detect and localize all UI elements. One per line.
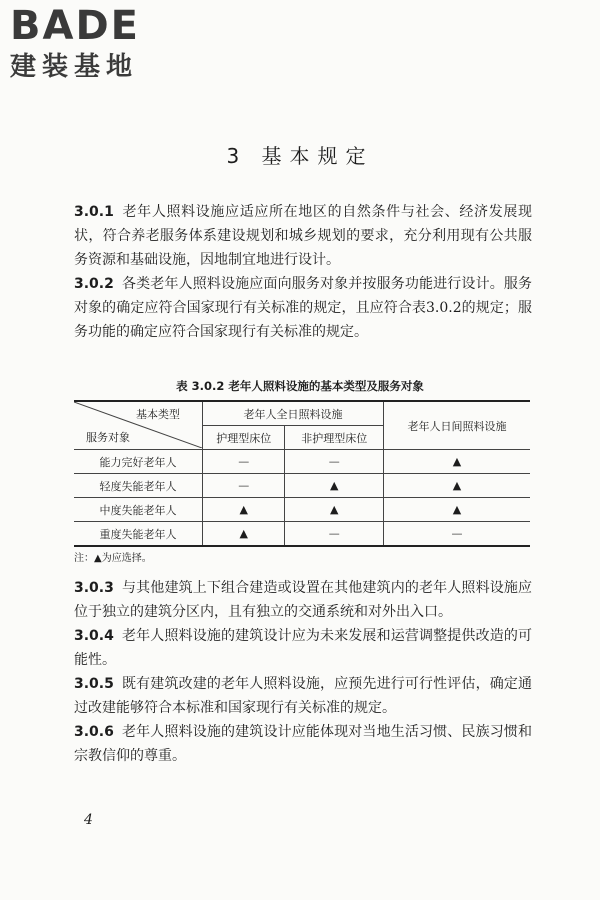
clause-number: 3.0.6 [74,724,114,740]
table-cell: ▲ [384,450,530,474]
service-type-table [74,400,530,547]
clause-3-0-1 [74,200,532,272]
clause-3-0-4 [74,624,532,672]
logo-subtitle: 建装基地 [10,52,139,82]
table-cell: — [203,474,285,498]
nursing-bed-header: 护理型床位 [203,426,285,450]
day-care-header: 老年人日间照料设施 [384,401,530,450]
table-cell: — [285,450,384,474]
table-cell: ▲ [384,498,530,522]
row-label: 轻度失能老年人 [74,474,203,498]
table-row [74,474,530,498]
clause-3-0-5 [74,672,532,720]
clause-number: 3.0.5 [74,676,114,692]
clause-3-0-6 [74,720,532,768]
clause-text: 与其他建筑上下组合建造或设置在其他建筑内的老年人照料设施应位于独立的建筑分区内，且有独立的交通系统和对外出入口。 [74,580,532,620]
table-cell: ▲ [384,474,530,498]
table-cell: — [384,522,530,547]
table-row [74,498,530,522]
clause-text: 既有建筑改建的老年人照料设施，应预先进行可行性评估，确定通过改建能够符合本标准和国家现行有关标准的规定。 [74,676,532,716]
table-cell: ▲ [285,498,384,522]
table-cell: ▲ [285,474,384,498]
table-cell: ▲ [203,498,285,522]
table-cell: — [203,450,285,474]
table-row [74,522,530,547]
row-label: 能力完好老年人 [74,450,203,474]
corner-bottom-label: 服务对象 [86,431,130,444]
clause-text: 老年人照料设施的建筑设计应为未来发展和运营调整提供改造的可能性。 [74,628,532,668]
watermark-logo [10,4,140,82]
table-cell: ▲ [203,522,285,547]
page-number: 4 [84,812,93,828]
clause-3-0-3 [74,576,532,624]
clause-number: 3.0.3 [74,580,114,596]
clause-3-0-2 [74,272,532,344]
clause-number: 3.0.4 [74,628,114,644]
logo-brand: BADE [10,3,140,49]
corner-top-label: 基本类型 [136,408,180,421]
clause-text: 老年人照料设施应适应所在地区的自然条件与社会、经济发展现状，符合养老服务体系建设规划和城乡规划的要求，充分利用现有公共服务资源和基础设施，因地制宜地进行设计。 [74,204,532,268]
clauses-top [74,200,532,344]
non-nursing-bed-header: 非护理型床位 [285,426,384,450]
table-cell: — [285,522,384,547]
clause-number: 3.0.1 [74,204,114,220]
table-note: 注：▲为应选择。 [74,553,152,564]
table-corner-cell [74,401,203,450]
clause-number: 3.0.2 [74,276,114,292]
clause-text: 各类老年人照料设施应面向服务对象并按服务功能进行设计。服务对象的确定应符合国家现行有关标准的规定，且应符合表3.0.2的规定；服务功能的确定应符合国家现行有关标准的规定。 [74,276,532,340]
clause-text: 老年人照料设施的建筑设计应能体现对当地生活习惯、民族习惯和宗教信仰的尊重。 [74,724,532,764]
chapter-title: 3 基本规定 [226,144,374,168]
table-row [74,450,530,474]
clauses-bottom [74,576,532,768]
row-label: 重度失能老年人 [74,522,203,547]
full-day-group-header: 老年人全日照料设施 [203,401,384,426]
row-label: 中度失能老年人 [74,498,203,522]
table-caption: 表 3.0.2 老年人照料设施的基本类型及服务对象 [176,379,424,393]
